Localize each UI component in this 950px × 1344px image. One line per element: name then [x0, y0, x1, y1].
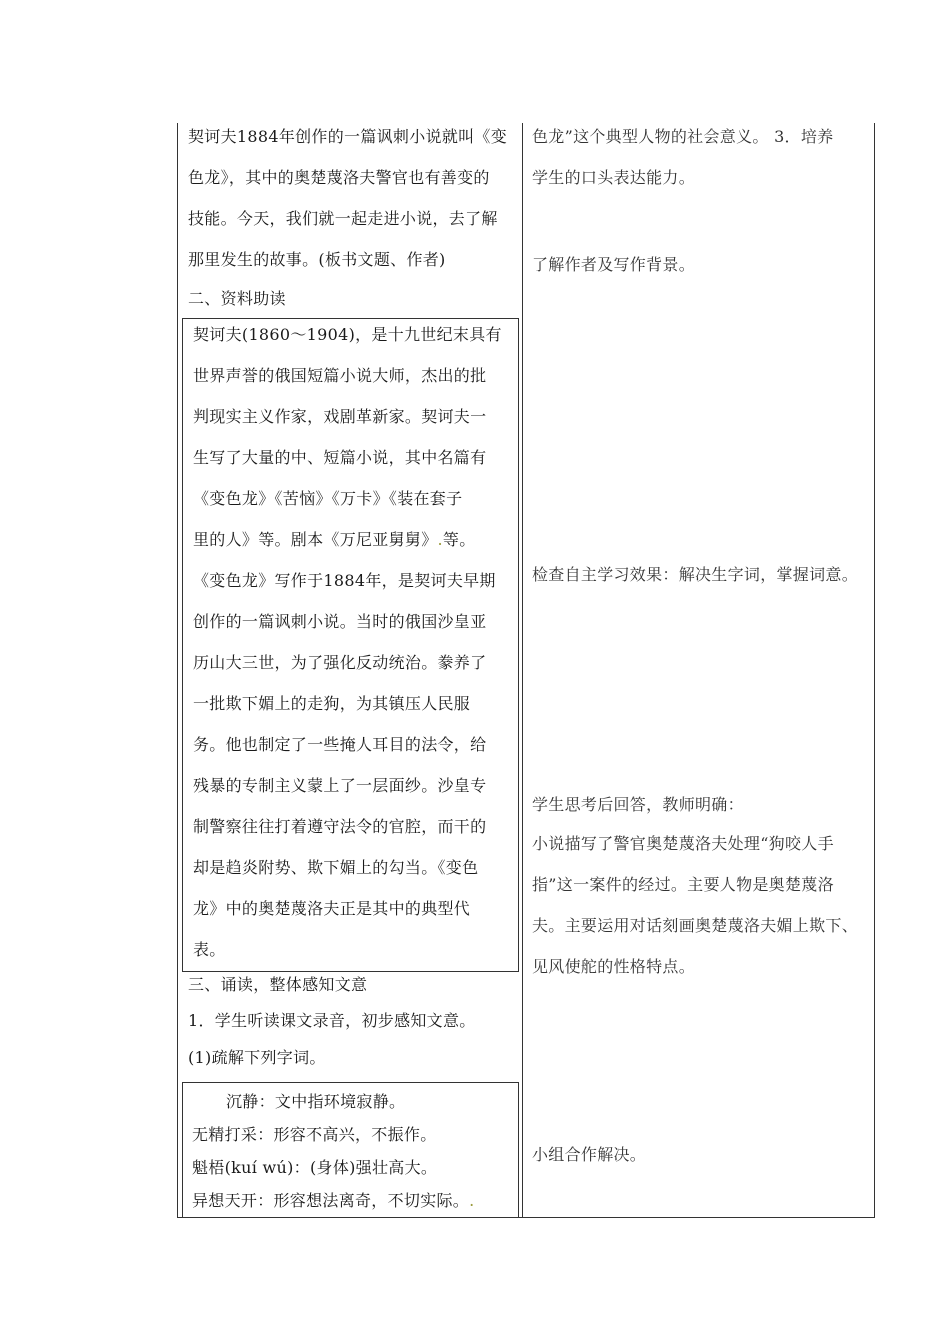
intro-line: 那里发生的故事。(板书文题、作者)	[188, 250, 446, 269]
info-line: 历山大三世，为了强化反动统治。豢养了	[193, 653, 487, 672]
answer-line: 指”这一案件的经过。主要人物是奥楚蔑洛	[532, 875, 834, 894]
info-line: 龙》中的奥楚蔑洛夫正是其中的典型代	[193, 899, 471, 918]
info-line	[193, 519, 505, 560]
vocab-line-text: 异想天开：形容想法离奇，不切实际。	[192, 1191, 470, 1210]
author-info-box	[182, 318, 519, 972]
info-line: 《变色龙》《苦恼》《万卡》《装在套子	[193, 489, 463, 508]
info-line: 生写了大量的中、短篇小说，其中名篇有	[193, 448, 487, 467]
info-line-tail: 等。	[442, 530, 476, 549]
section-heading: 三、诵读，整体感知文意	[188, 975, 368, 994]
info-line: 契诃夫(1860～1904)，是十九世纪末具有	[193, 325, 502, 344]
info-line: 一批欺下媚上的走狗，为其镇压人民服	[193, 694, 471, 713]
vocabulary-box	[182, 1082, 519, 1218]
info-line: 残暴的专制主义蒙上了一层面纱。沙皇专	[193, 776, 487, 795]
vocab-line	[192, 1184, 512, 1217]
info-line-text: 里的人》等。剧本《万尼亚舅舅》	[193, 530, 438, 549]
info-line: 《变色龙》写作于1884年，是契诃夫早期	[193, 571, 496, 590]
step-line: 1．学生听读课文录音，初步感知文意。	[188, 1011, 476, 1030]
vocab-line: 魁梧(kuí wú)：(身体)强壮高大。	[192, 1158, 438, 1177]
intro-line: 技能。今天，我们就一起走进小说，去了解	[188, 209, 498, 228]
info-line: 创作的一篇讽刺小说。当时的俄国沙皇亚	[193, 612, 487, 631]
group-note: 小组合作解决。	[532, 1145, 647, 1164]
info-line: 务。他也制定了一些掩人耳目的法令，给	[193, 735, 487, 754]
answer-line: 小说描写了警官奥楚蔑洛夫处理“狗咬人手	[532, 834, 834, 853]
info-line: 判现实主义作家，戏剧革新家。契诃夫一	[193, 407, 487, 426]
answer-block	[532, 787, 868, 987]
vocab-line: 沉静：文中指环境寂静。	[226, 1092, 406, 1111]
goal-line: 色龙”这个典型人物的社会意义。 3．培养	[532, 127, 834, 146]
step-line: (1)疏解下列字词。	[188, 1048, 326, 1067]
intro-line: 色龙》，其中的奥楚蔑洛夫警官也有善变的	[188, 168, 490, 187]
info-line: 制警察往往打着遵守法令的官腔，而干的	[193, 817, 487, 836]
background-note: 了解作者及写作背景。	[532, 255, 696, 274]
info-line: 世界声誉的俄国短篇小说大师，杰出的批	[193, 366, 487, 385]
info-line: 表。	[193, 940, 226, 959]
answer-line: 夫。主要运用对话刻画奥楚蔑洛夫媚上欺下、	[532, 916, 859, 935]
section3-block	[188, 968, 518, 1076]
goal-line: 学生的口头表达能力。	[532, 168, 696, 187]
intro-line: 契诃夫1884年创作的一篇讽刺小说就叫《变	[188, 127, 508, 146]
goal-text	[532, 116, 868, 198]
section-heading: 二、资料助读	[188, 289, 286, 308]
stray-dot: .	[437, 530, 443, 549]
stray-dot: .	[469, 1191, 475, 1210]
vocab-line: 无精打采：形容不高兴，不振作。	[192, 1125, 437, 1144]
column-divider	[522, 123, 523, 1218]
info-line: 却是趋炎附势、欺下媚上的勾当。《变色	[193, 858, 479, 877]
check-note: 检查自主学习效果：解决生字词，掌握词意。	[532, 565, 859, 584]
left-column	[188, 116, 518, 318]
answer-line: 学生思考后回答，教师明确：	[532, 795, 744, 814]
answer-line: 见风使舵的性格特点。	[532, 957, 696, 976]
